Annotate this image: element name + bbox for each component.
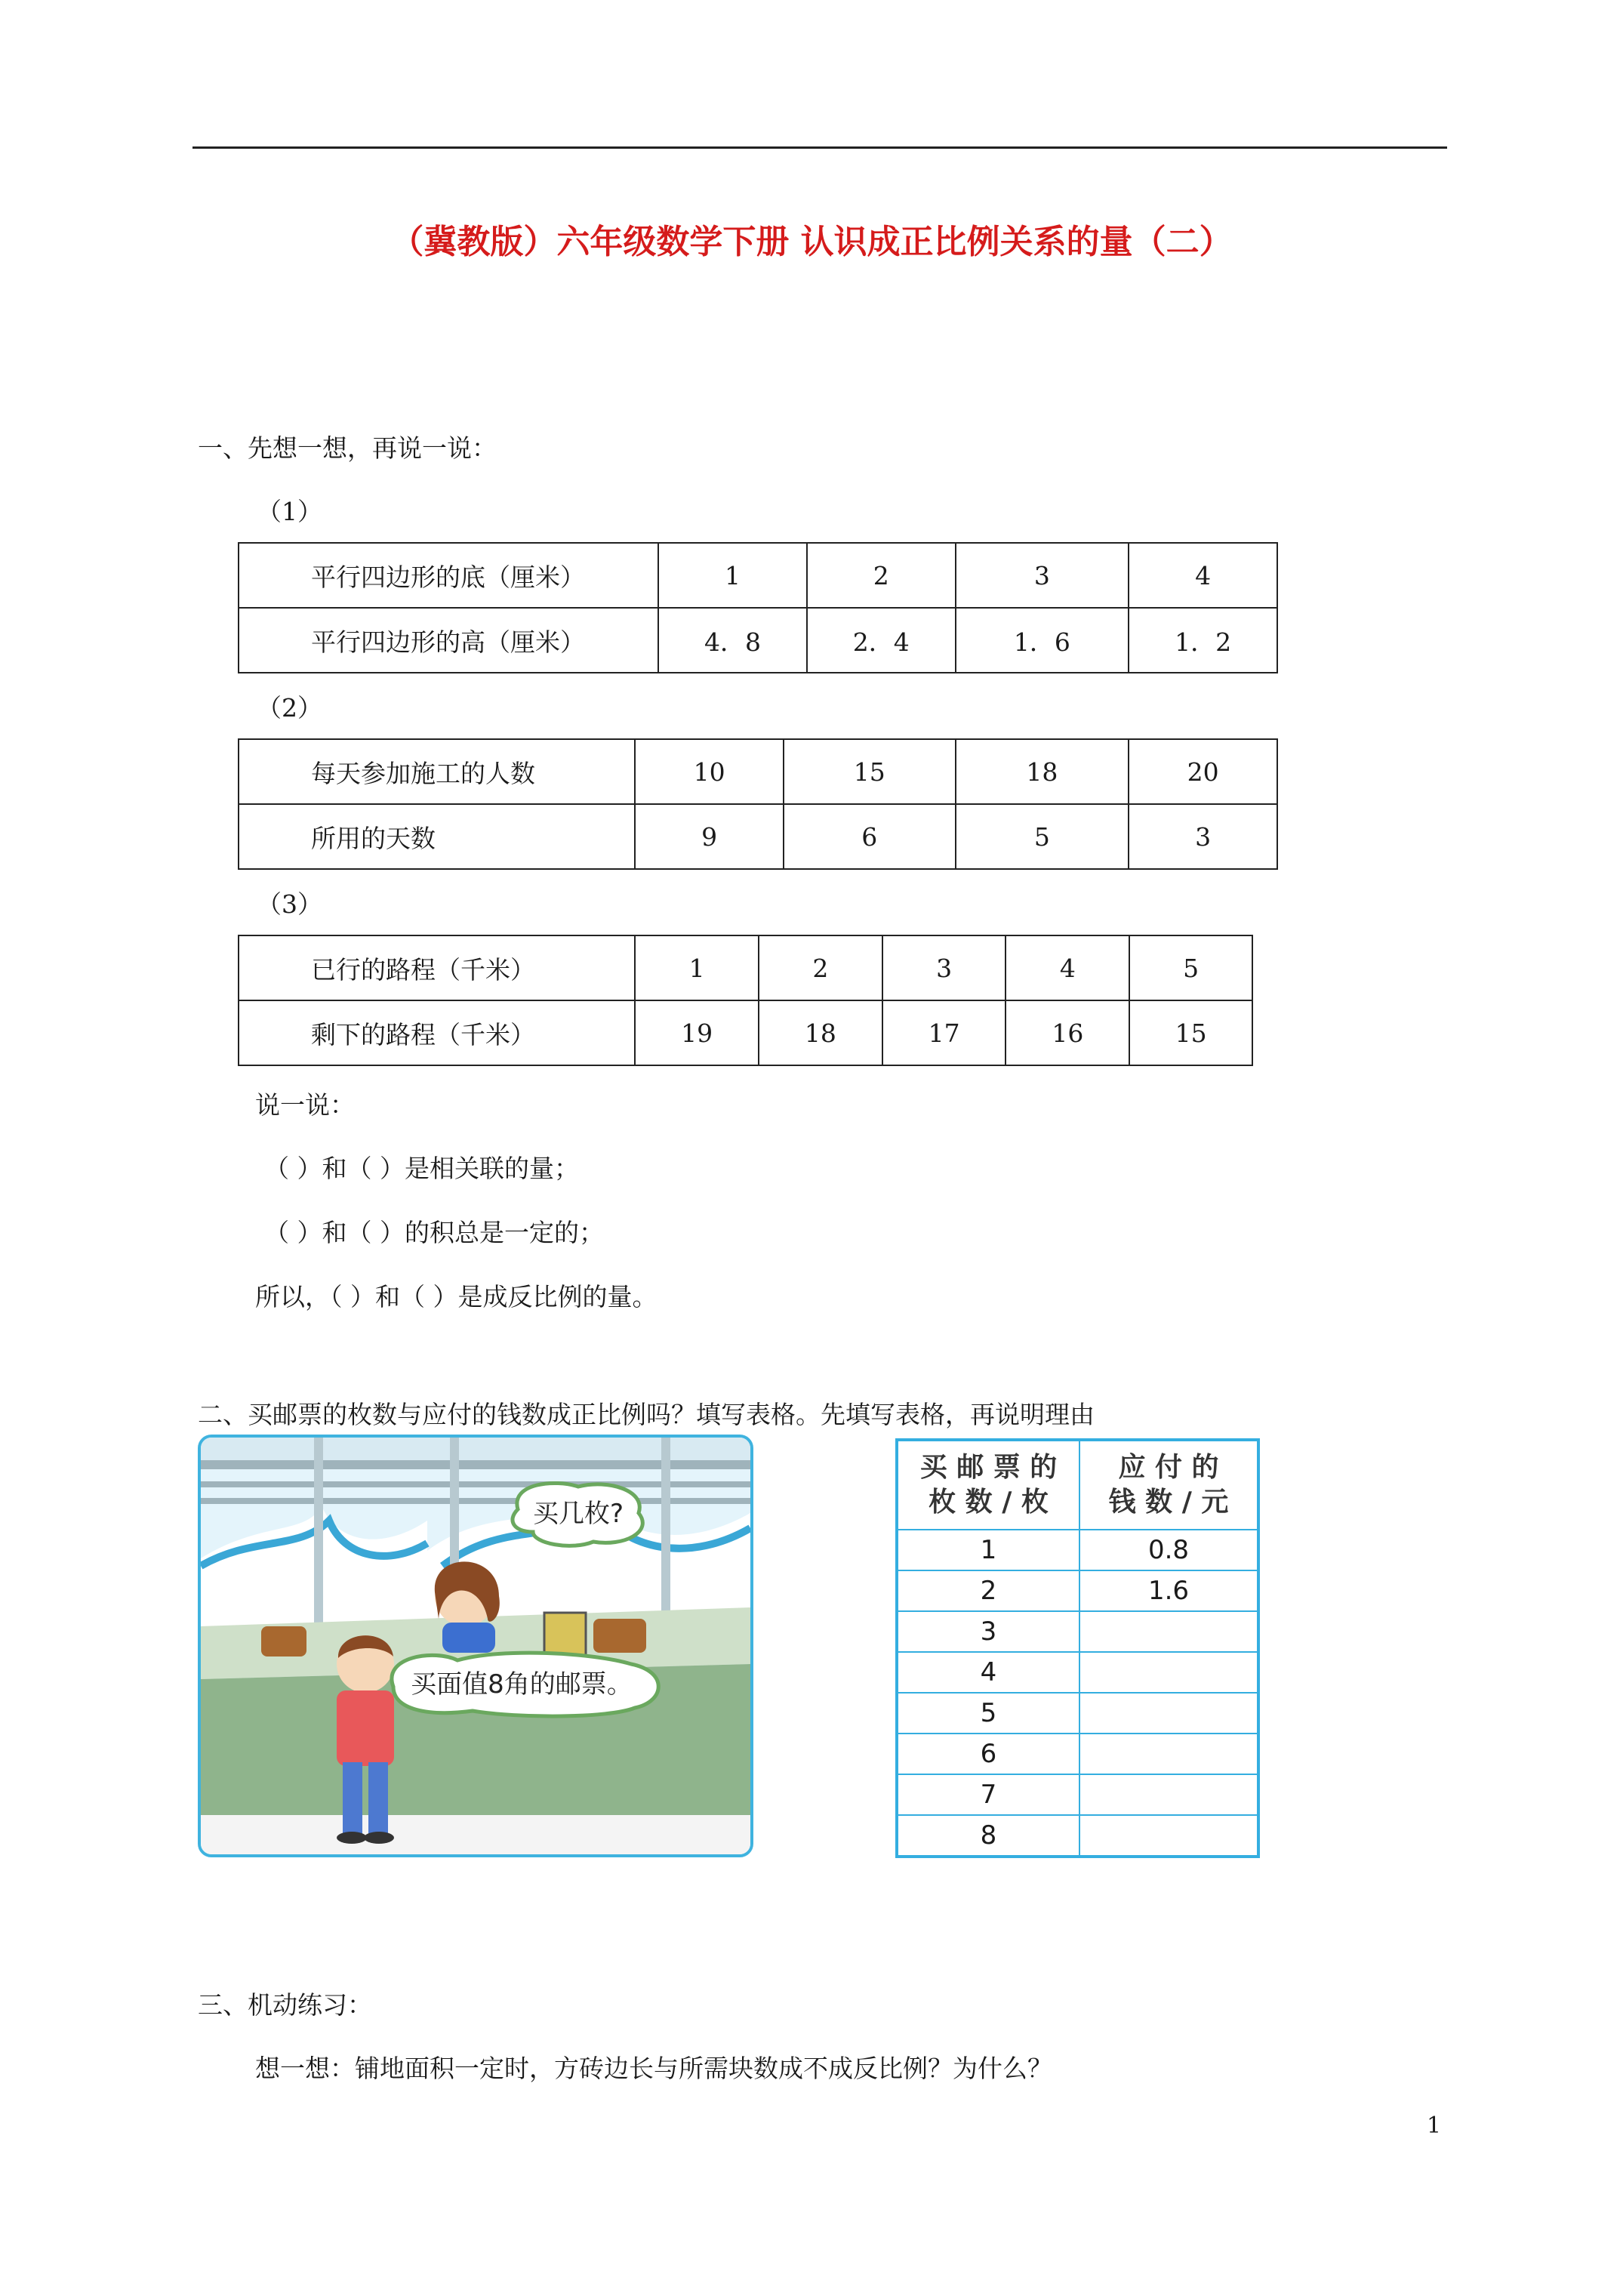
table-row xyxy=(897,1734,1258,1774)
table-cell: 2．4 xyxy=(807,608,956,673)
row-label: 平行四边形的底（厘米） xyxy=(239,543,658,608)
payment-cell[interactable]: 0.8 xyxy=(1079,1530,1258,1570)
table-cell: 4．8 xyxy=(658,608,807,673)
table-cell: 4 xyxy=(1129,543,1277,608)
table-row xyxy=(239,608,1277,673)
stamp-count-cell: 4 xyxy=(897,1652,1079,1693)
bubble-top-text: 买几枚? xyxy=(532,1499,624,1529)
section3-heading: 三、机动练习： xyxy=(198,1990,372,2020)
say-line-2: （ ）和（ ）的积总是一定的； xyxy=(264,1218,604,1247)
post-office-illustration xyxy=(198,1435,753,1857)
payment-cell[interactable] xyxy=(1079,1774,1258,1815)
table-cell: 1 xyxy=(635,935,759,1000)
stamp-count-cell: 1 xyxy=(897,1530,1079,1570)
table-cell: 15 xyxy=(784,739,956,804)
table-cell: 5 xyxy=(956,804,1129,869)
payment-cell[interactable] xyxy=(1079,1611,1258,1652)
page-number: 1 xyxy=(1427,2113,1442,2139)
table-cell: 3 xyxy=(882,935,1006,1000)
bubble-bottom-text: 买面值8角的邮票。 xyxy=(411,1669,633,1700)
page-title: （冀教版）六年级数学下册 认识成正比例关系的量（二） xyxy=(390,223,1233,261)
table-cell: 18 xyxy=(759,1000,882,1065)
table-cell: 10 xyxy=(635,739,784,804)
table2-label: （2） xyxy=(257,693,322,723)
table-1 xyxy=(238,542,1278,673)
table-row xyxy=(239,739,1277,804)
section3-question: 想一想：铺地面积一定时，方砖边长与所需块数成不成反比例？为什么？ xyxy=(255,2054,1052,2083)
row-label: 剩下的路程（千米） xyxy=(239,1000,635,1065)
table-cell: 3 xyxy=(1129,804,1277,869)
table-cell: 6 xyxy=(784,804,956,869)
header-line: 应 付 的 xyxy=(1118,1452,1219,1483)
payment-cell[interactable] xyxy=(1079,1734,1258,1774)
table-cell: 1．6 xyxy=(956,608,1129,673)
table-cell: 5 xyxy=(1129,935,1252,1000)
table1-label: （1） xyxy=(257,497,322,526)
section1-heading: 一、先想一想，再说一说： xyxy=(198,433,497,463)
header-cell xyxy=(897,1440,1079,1530)
say-label: 说一说： xyxy=(255,1090,355,1120)
table-row xyxy=(897,1815,1258,1857)
table-cell: 2 xyxy=(759,935,882,1000)
stamp-count-cell: 8 xyxy=(897,1815,1079,1857)
table-row xyxy=(897,1570,1258,1611)
table-cell: 20 xyxy=(1129,739,1277,804)
table-cell: 1 xyxy=(658,543,807,608)
table-cell: 1．2 xyxy=(1129,608,1277,673)
illustration-drawing xyxy=(201,1438,750,1854)
stamp-count-cell: 7 xyxy=(897,1774,1079,1815)
table-cell: 4 xyxy=(1006,935,1129,1000)
table-row xyxy=(897,1611,1258,1652)
section2-heading: 二、买邮票的枚数与应付的钱数成正比例吗？填写表格。先填写表格，再说明理由 xyxy=(198,1400,1095,1429)
payment-cell[interactable]: 1.6 xyxy=(1079,1570,1258,1611)
header-line: 枚 数 / 枚 xyxy=(929,1487,1049,1518)
table-cell: 19 xyxy=(635,1000,759,1065)
say-line-3: 所以，（ ）和（ ）是成反比例的量。 xyxy=(255,1282,658,1311)
table-row xyxy=(897,1530,1258,1570)
table-row xyxy=(897,1774,1258,1815)
payment-cell[interactable] xyxy=(1079,1693,1258,1734)
header-cell xyxy=(1079,1440,1258,1530)
table-cell: 3 xyxy=(956,543,1129,608)
header-line: 钱 数 / 元 xyxy=(1108,1487,1229,1518)
table-3 xyxy=(238,935,1253,1066)
stamp-table xyxy=(895,1438,1260,1858)
row-label: 所用的天数 xyxy=(239,804,635,869)
table-cell: 18 xyxy=(956,739,1129,804)
header-line: 买 邮 票 的 xyxy=(919,1452,1058,1483)
stamp-table-header xyxy=(897,1440,1258,1530)
stamp-count-cell: 6 xyxy=(897,1734,1079,1774)
row-label: 已行的路程（千米） xyxy=(239,935,635,1000)
table-cell: 15 xyxy=(1129,1000,1252,1065)
table-row xyxy=(239,804,1277,869)
table-row xyxy=(239,935,1252,1000)
stamp-count-cell: 5 xyxy=(897,1693,1079,1734)
table-cell: 16 xyxy=(1006,1000,1129,1065)
table-row xyxy=(897,1693,1258,1734)
stamp-count-cell: 3 xyxy=(897,1611,1079,1652)
say-line-1: （ ）和（ ）是相关联的量； xyxy=(264,1154,579,1183)
top-rule xyxy=(192,146,1447,149)
stamp-count-cell: 2 xyxy=(897,1570,1079,1611)
table-row xyxy=(897,1652,1258,1693)
table-row xyxy=(239,1000,1252,1065)
table-2 xyxy=(238,738,1278,870)
payment-cell[interactable] xyxy=(1079,1652,1258,1693)
row-label: 平行四边形的高（厘米） xyxy=(239,608,658,673)
row-label: 每天参加施工的人数 xyxy=(239,739,635,804)
table-cell: 2 xyxy=(807,543,956,608)
payment-cell[interactable] xyxy=(1079,1815,1258,1857)
table-cell: 9 xyxy=(635,804,784,869)
table-row xyxy=(239,543,1277,608)
table-cell: 17 xyxy=(882,1000,1006,1065)
table3-label: （3） xyxy=(257,889,322,919)
